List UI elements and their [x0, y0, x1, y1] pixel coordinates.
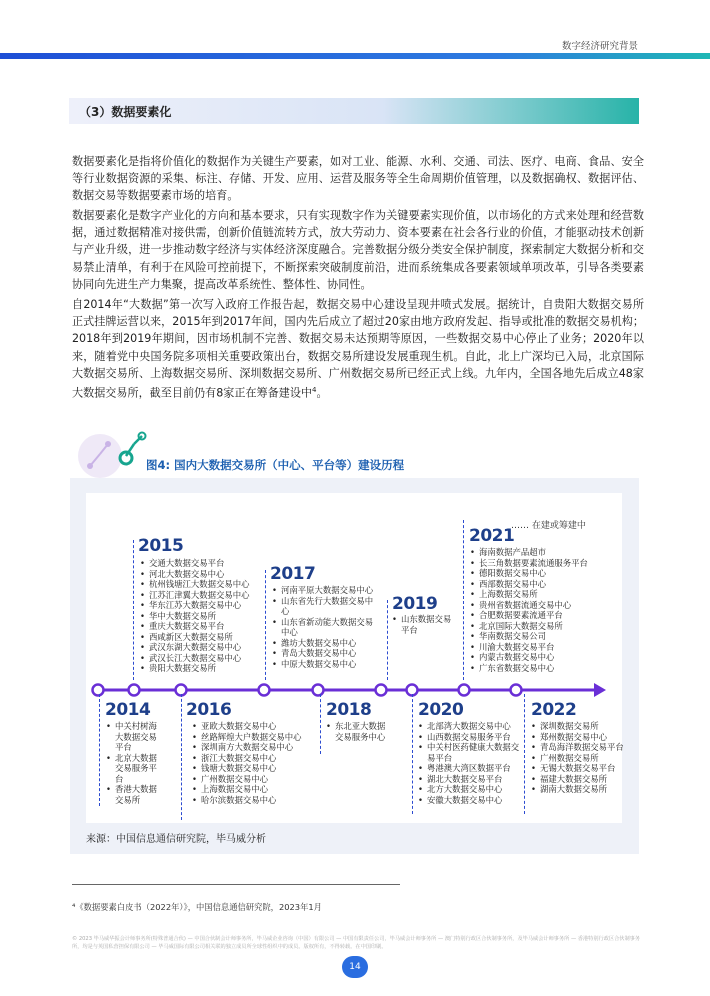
exchange-list-item: • 北方大数据交易中心 — [418, 784, 522, 795]
exchange-list-item: • 北部湾大数据交易中心 — [418, 721, 522, 732]
year-list-2014 — [106, 721, 158, 805]
exchange-list-item: • 深圳数据交易所 — [531, 721, 627, 732]
section-banner — [69, 98, 639, 124]
year-label-2017: 2017 — [270, 564, 316, 584]
year-connector-2018 — [320, 694, 321, 754]
exchange-list-item: • 河南平原大数据交易中心 — [272, 585, 376, 596]
disclaimer-text: © 2023 毕马威华振会计师事务所(特殊普通合伙) — 中国合伙制会计师事务所，毕马威企业咨询（中国）有限公司 — 中国有限责任公司，毕马威会计师事务所 — 澳门特别行政区合伙制事务所，及毕马威会计师事务所 — 香港特别行政区合伙制事务所，均是与英国私营担保有限公司 — 毕马威国际有限公司相关联的独立成员所全球性组织中的成员。版权所有，不得转载。在中国印刷。 — [72, 936, 641, 950]
exchange-list-item: • 江苏汇津翼大数据交易中心 — [140, 590, 268, 601]
exchange-list-item: • 丝路辉煌大户数据交易中心 — [192, 732, 310, 743]
year-list-2015 — [140, 558, 268, 674]
exchange-list-item: • 香港大数据交易所 — [106, 784, 158, 805]
header-bar — [0, 53, 710, 59]
year-label-2019: 2019 — [392, 594, 438, 614]
exchange-list-item: • 华南数据交易公司 — [470, 631, 620, 642]
year-connector-2021 — [463, 520, 464, 680]
section-title: （3）数据要素化 — [79, 105, 172, 119]
exchange-list-item: • 贵州省数据流通交易中心 — [470, 600, 620, 611]
exchange-list-item: • 长三角数据要素流通服务平台 — [470, 558, 620, 569]
year-list-2017 — [272, 585, 376, 669]
paragraph-3-text: 自2014年“大数据”第一次写入政府工作报告起，数据交易中心建设呈现井喷式发展。据统计，自贵阳大数据交易所正式挂牌运营以来，2015年到2017年间，国内先后成立了超过20家由地方政府发起、指导或批准的数据交易机构；2018年到2019年期间，因市场机制不完善、数据交易未达预期等原因，一些数据交易中心停止了业务；2020年以来，随着党中央国务院多项相关重要政策出台，数据交易所建设发展重现生机。自此，北上广深均已入局，北京国际大数据交易所、上海数据交易所、深圳数据交易所、广州数据交易所已经正式上线。九年内，全国各地先后成立48家大数据交易所，截至目前仍有8家正在筹备建设中 — [72, 298, 644, 400]
exchange-list-item: • 广州数据交易中心 — [192, 774, 310, 785]
node-2014 — [93, 685, 104, 696]
year-list-2020 — [418, 721, 522, 805]
year-label-2020: 2020 — [418, 700, 464, 720]
exchange-list-item: • 广州数据交易所 — [531, 753, 627, 764]
exchange-list-item: • 北京大数据交易服务平台 — [106, 753, 158, 785]
year-label-2016: 2016 — [186, 700, 232, 720]
year-label-2022: 2022 — [531, 700, 577, 720]
exchange-list-item: • 粤港澳大湾区数据平台 — [418, 763, 522, 774]
year-connector-2016 — [181, 694, 182, 820]
exchange-list-item: • 亚欧大数据交易中心 — [192, 721, 310, 732]
exchange-list-item: • 钱塘大数据交易中心 — [192, 763, 310, 774]
exchange-list-item: • 山东省先行大数据交易中心 — [272, 596, 376, 617]
exchange-list-item: • 福建大数据交易所 — [531, 774, 627, 785]
exchange-list-item: • 武汉东湖大数据交易中心 — [140, 642, 268, 653]
exchange-list-item: • 湖北大数据交易平台 — [418, 774, 522, 785]
exchange-list-item: • 贵阳大数据交易所 — [140, 663, 268, 674]
page-number: 14 — [342, 956, 368, 978]
exchange-list-item: • 上海数据交易中心 — [192, 784, 310, 795]
exchange-list-item: • 广东省数据交易中心 — [470, 663, 620, 674]
exchange-list-item: • 华中大数据交易所 — [140, 611, 268, 622]
paragraph-1: 数据要素化是指将价值化的数据作为关键生产要素，如对工业、能源、水利、交通、司法、医疗、电商、食品、安全等行业数据资源的采集、标注、存储、开发、应用、运营及服务等全生命周期价值管理，以及数据确权、数据评估、数据交易等数据要素市场的培育。 — [72, 155, 644, 203]
year-list-2016 — [192, 721, 310, 805]
year-connector-2014 — [99, 694, 100, 806]
exchange-list-item: • 武汉长江大数据交易中心 — [140, 653, 268, 664]
exchange-list-item: • 西部数据交易中心 — [470, 579, 620, 590]
exchange-list-item: • 东北亚大数据交易服务中心 — [326, 721, 392, 742]
exchange-list-item: • 中原大数据交易中心 — [272, 659, 376, 670]
exchange-list-item: • 哈尔滨数据交易中心 — [192, 795, 310, 806]
exchange-list-item: • 华东江苏大数据交易中心 — [140, 600, 268, 611]
exchange-list-item: • 合肥数据要素流通平台 — [470, 610, 620, 621]
footnote-divider — [72, 884, 400, 885]
exchange-list-item: • 西咸新区大数据交易所 — [140, 632, 268, 643]
exchange-list-item: • 青岛海洋数据交易平台 — [531, 742, 627, 753]
year-list-2021 — [470, 547, 620, 673]
exchange-list-item: • 内蒙古数据交易中心 — [470, 652, 620, 663]
year-label-2021: 2021 — [469, 526, 515, 546]
year-list-2018 — [326, 721, 392, 742]
node-2019 — [376, 685, 387, 696]
paragraph-2: 数据要素化是数字产业化的方向和基本要求，只有实现数字作为关键要素实现价值，以市场化的方式来处理和经营数据，通过数据精准对接供需，创新价值链流转方式，放大劳动力、资本要素在社会各行业的价值，才能驱动技术创新与产业升级，进一步推动数字经济与实体经济深度融合。完善数据分级分类安全保护制度，探索制定大数据分析和交易禁止清单，有利于在风险可控前提下，不断探索突破制度前沿，进而系统集成各要素领域单项改革，引导各类要素协同向先进生产力集聚，提高改革系统性、整体性、协同性。 — [72, 209, 644, 291]
exchange-list-item: • 郑州数据交易中心 — [531, 732, 627, 743]
footnote-text: ⁴《数据要素白皮书（2022年）》，中国信息通信研究院，2023年1月 — [72, 902, 322, 912]
exchange-list-item: • 川渝大数据交易平台 — [470, 642, 620, 653]
in-progress-note: …… 在建或筹建中 — [511, 521, 586, 531]
exchange-list-item: • 河北大数据交易中心 — [140, 569, 268, 580]
figure-source: 来源：中国信息通信研究院，毕马威分析 — [86, 834, 266, 845]
node-2021 — [459, 685, 470, 696]
node-2018 — [313, 685, 324, 696]
exchange-list-item: • 安徽大数据交易中心 — [418, 795, 522, 806]
exchange-list-item: • 湖南大数据交易所 — [531, 784, 627, 795]
exchange-list-item: • 上海数据交易所 — [470, 589, 620, 600]
exchange-list-item: • 浙江大数据交易中心 — [192, 753, 310, 764]
exchange-list-item: • 无锡大数据交易平台 — [531, 763, 627, 774]
exchange-list-item: • 深圳南方大数据交易中心 — [192, 742, 310, 753]
year-label-2018: 2018 — [326, 700, 372, 720]
exchange-list-item: • 青岛大数据交易中心 — [272, 648, 376, 659]
year-list-2019 — [392, 614, 452, 635]
header-title: 数字经济研究背景 — [561, 41, 638, 52]
exchange-list-item: • 山东省新动能大数据交易中心 — [272, 617, 376, 638]
exchange-list-item: • 交通大数据交易平台 — [140, 558, 268, 569]
exchange-list-item: • 山东数据交易平台 — [392, 614, 452, 635]
year-list-2022 — [531, 721, 627, 795]
exchange-list-item: • 潍坊大数据交易中心 — [272, 638, 376, 649]
node-2017 — [259, 685, 270, 696]
node-2022 — [511, 685, 522, 696]
year-connector-2020 — [412, 694, 413, 814]
footnote-ref: 4 — [312, 386, 317, 395]
year-label-2014: 2014 — [105, 700, 151, 720]
year-connector-2017 — [265, 570, 266, 680]
exchange-list-item: • 重庆大数据交易平台 — [140, 621, 268, 632]
year-connector-2022 — [524, 694, 525, 814]
exchange-list-item: • 中关村医药健康大数据交易平台 — [418, 742, 522, 763]
exchange-list-item: • 中关村树海大数据交易平台 — [106, 721, 158, 753]
node-2015 — [129, 685, 140, 696]
exchange-list-item: • 杭州钱塘江大数据交易中心 — [140, 579, 268, 590]
figure-title: 图4: 国内大数据交易所（中心、平台等）建设历程 — [146, 458, 405, 472]
exchange-list-item: • 北京国际大数据交易所 — [470, 621, 620, 632]
paragraph-3: 自2014年“大数据”第一次写入政府工作报告起，数据交易中心建设呈现井喷式发展。据统计，自贵阳大数据交易所正式挂牌运营以来，2015年到2017年间，国内先后成立了超过20家由地方政府发起、指导或批准的数据交易机构；2018年到2019年期间，因市场机制不完善、数据交易未达预期等原因，一些数据交易中心停止了业务；2020年以来，随着党中央国务院多项相关重要政策出台，数据交易所建设发展重现生机。自此，北上广深均已入局，北京国际大数据交易所、上海数据交易所、深圳数据交易所、广州数据交易所已经正式上线。九年内，全国各地先后成立48家大数据交易所，截至目前仍有8家正在筹备建设中$^4$。 — [72, 298, 644, 400]
exchange-list-item: • 德阳数据交易中心 — [470, 568, 620, 579]
exchange-list-item: • 山西数据交易服务平台 — [418, 732, 522, 743]
year-connector-2019 — [387, 600, 388, 680]
exchange-list-item: • 海南数据产品超市 — [470, 547, 620, 558]
year-label-2015: 2015 — [138, 536, 184, 556]
year-connector-2015 — [133, 540, 134, 680]
